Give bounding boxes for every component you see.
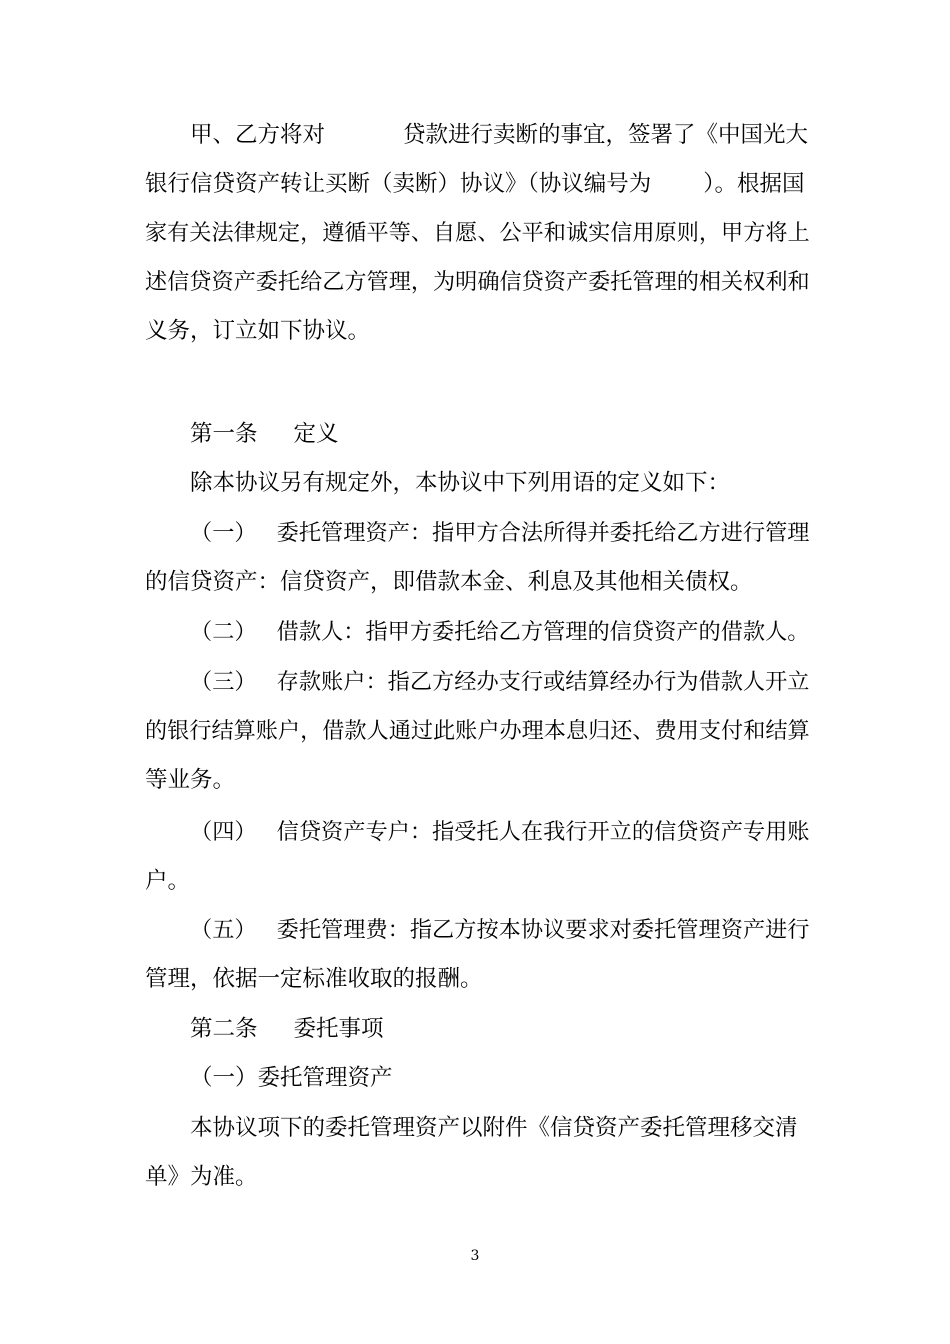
intro-line-5: 义务，订立如下协议。 xyxy=(145,318,371,344)
intro-line-2-part-b: ）。根据国 xyxy=(703,171,805,197)
article-2-para-line-2: 单》为准。 xyxy=(145,1164,258,1190)
intro-line-2 xyxy=(145,164,810,204)
article-1-lead: 除本协议另有规定外，本协议中下列用语的定义如下： xyxy=(190,470,731,496)
intro-line-4: 述信贷资产委托给乙方管理，为明确信贷资产委托管理的相关权利和 xyxy=(145,269,810,295)
article-2-para-line-1: 本协议项下的委托管理资产以附件《信贷资产委托管理移交清 xyxy=(190,1115,798,1141)
definition-item-3-cont-2: 等业务。 xyxy=(145,767,236,793)
item-mark: （五） xyxy=(190,917,257,943)
definition-item-4-cont: 户。 xyxy=(145,868,191,894)
intro-line-1-part-b: 贷款进行卖断的事宜，签署了《中国光大 xyxy=(403,122,809,148)
item-text: 委托管理费：指乙方按本协议要求对委托管理资产进行 xyxy=(276,917,810,943)
article-2-subheading-1: （一）委托管理资产 xyxy=(190,1065,393,1091)
definition-item-4 xyxy=(190,812,810,852)
intro-line-2-part-a: 银行信贷资产转让买断（卖断）协议》（协议编号为 xyxy=(145,171,652,197)
definition-item-1 xyxy=(190,513,810,553)
definition-item-5 xyxy=(190,910,810,950)
item-text: 存款账户：指乙方经办支行或结算经办行为借款人开立 xyxy=(276,669,810,695)
item-mark: （一） xyxy=(190,520,257,546)
definition-item-3-cont-1: 的银行结算账户，借款人通过此账户办理本息归还、费用支付和结算 xyxy=(145,718,810,744)
definition-item-1-cont: 的信贷资产：信贷资产，即借款本金、利息及其他相关债权。 xyxy=(145,569,753,595)
definition-item-3 xyxy=(190,662,810,702)
article-1-number: 第一条 xyxy=(190,421,258,447)
item-text: 委托管理资产：指甲方合法所得并委托给乙方进行管理 xyxy=(276,520,810,546)
article-1-title: 定义 xyxy=(293,421,339,447)
intro-line-1 xyxy=(190,115,810,155)
page-number: 3 xyxy=(470,1248,480,1264)
definition-item-5-cont: 管理，依据一定标准收取的报酬。 xyxy=(145,966,483,992)
intro-line-1-part-a: 甲、乙方将对 xyxy=(190,122,326,148)
item-text: 信贷资产专户：指受托人在我行开立的信贷资产专用账 xyxy=(276,819,810,845)
item-text: 借款人：指甲方委托给乙方管理的信贷资产的借款人。 xyxy=(276,619,810,645)
article-2-title: 委托事项 xyxy=(293,1016,384,1042)
article-1-heading xyxy=(190,414,810,454)
article-2-heading xyxy=(190,1009,810,1049)
definition-item-2 xyxy=(190,612,810,652)
item-mark: （三） xyxy=(190,669,257,695)
item-mark: （二） xyxy=(190,619,257,645)
intro-line-3: 家有关法律规定，遵循平等、自愿、公平和诚实信用原则，甲方将上 xyxy=(145,220,810,246)
article-2-number: 第二条 xyxy=(190,1016,258,1042)
item-mark: （四） xyxy=(190,819,257,845)
